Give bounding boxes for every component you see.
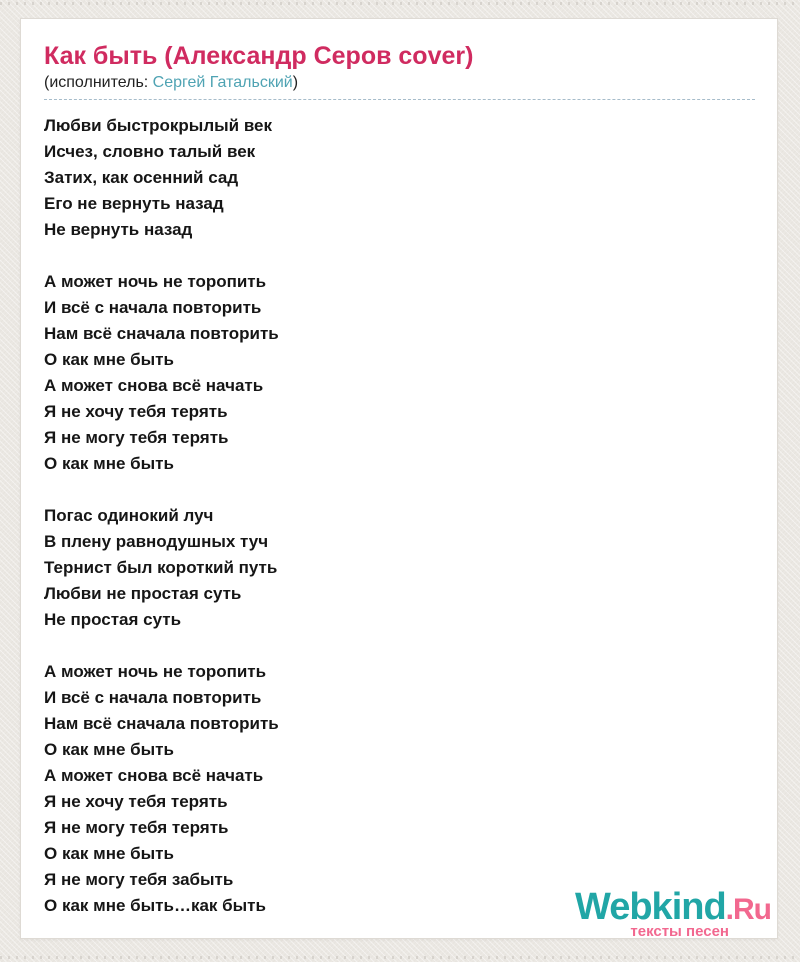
lyrics-stanza-4: [44, 659, 755, 919]
performer-label: (исполнитель:: [44, 74, 153, 91]
lyric-line: Затих, как осенний сад: [44, 168, 239, 187]
logo-webkind-text: Webkind: [575, 886, 726, 928]
lyric-line: О как мне быть: [44, 350, 174, 369]
lyric-line: О как мне быть…как быть: [44, 896, 266, 915]
webkind-logo-wordmark: [575, 886, 771, 928]
lyric-line: В плену равнодушных туч: [44, 532, 269, 551]
lyric-line: И всё с начала повторить: [44, 298, 262, 317]
lyrics-text: [44, 113, 755, 919]
lyric-line: А может ночь не торопить: [44, 272, 267, 291]
lyric-line: Его не вернуть назад: [44, 194, 224, 213]
lyrics-stanza-2: [44, 269, 755, 477]
lyric-line: А может снова всё начать: [44, 766, 264, 785]
lyrics-stanza-1: [44, 113, 755, 243]
lyric-line: И всё с начала повторить: [44, 688, 262, 707]
texture-dots-top: [0, 2, 800, 5]
lyric-line: О как мне быть: [44, 844, 174, 863]
lyric-line: Любви быстрокрылый век: [44, 116, 273, 135]
lyric-line: Нам всё сначала повторить: [44, 714, 279, 733]
lyric-line: Я не могу тебя забыть: [44, 870, 234, 889]
card-inner: [21, 19, 777, 938]
lyric-line: Не простая суть: [44, 610, 182, 629]
texture-dots-bottom: [0, 956, 800, 959]
artist-link[interactable]: Сергей Гатальский: [152, 74, 293, 91]
performer-close-paren: ): [292, 74, 299, 91]
lyric-line: Погас одинокий луч: [44, 506, 214, 525]
artist-line: [44, 73, 755, 93]
lyric-line: А может снова всё начать: [44, 376, 264, 395]
lyric-line: А может ночь не торопить: [44, 662, 267, 681]
lyric-line: О как мне быть: [44, 454, 174, 473]
logo-tagline: тексты песен: [630, 923, 729, 940]
lyric-line: Не вернуть назад: [44, 220, 193, 239]
logo-ru-text: .Ru: [725, 893, 771, 926]
song-title: Как быть (Александр Серов cover): [44, 42, 474, 70]
lyrics-stanza-3: [44, 503, 755, 633]
lyric-line: Я не хочу тебя терять: [44, 402, 228, 421]
lyric-line: О как мне быть: [44, 740, 174, 759]
lyric-line: Исчез, словно талый век: [44, 142, 256, 161]
lyric-line: Я не могу тебя терять: [44, 428, 229, 447]
lyric-line: Я не могу тебя терять: [44, 818, 229, 837]
lyric-line: Я не хочу тебя терять: [44, 792, 228, 811]
dotted-divider: [44, 99, 755, 100]
webkind-logo-link[interactable]: [575, 886, 771, 940]
lyric-line: Тернист был короткий путь: [44, 558, 278, 577]
lyrics-card: [20, 18, 778, 939]
lyric-line: Нам всё сначала повторить: [44, 324, 279, 343]
lyric-line: Любви не простая суть: [44, 584, 242, 603]
